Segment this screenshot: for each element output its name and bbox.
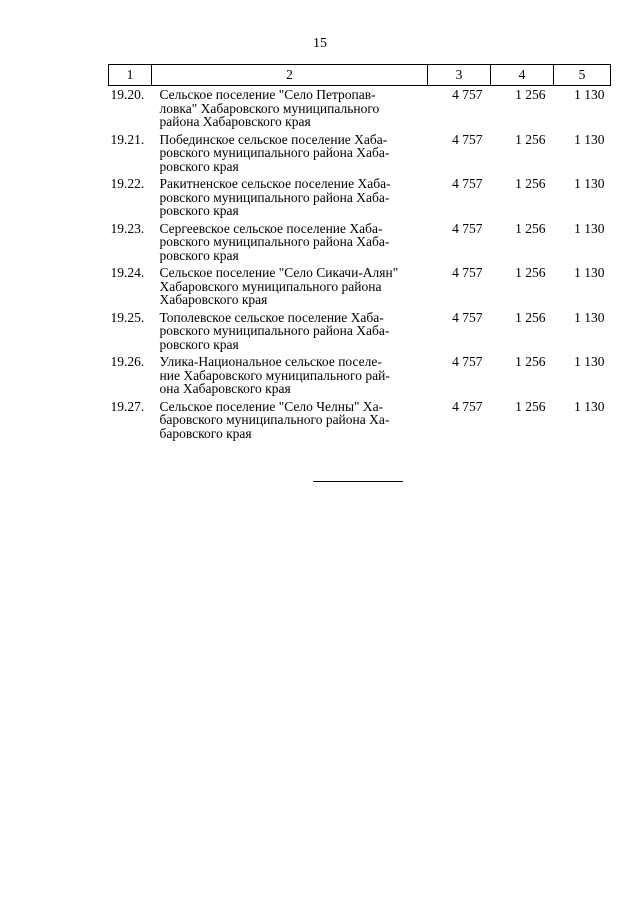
value-col-3: 4 757 [452,176,483,191]
settlement-name [152,311,428,356]
settlement-name-line: ровского муниципального района Хаба- [159,323,390,338]
table-row [109,400,611,445]
settlement-name [152,355,428,400]
header-col-2: 2 [152,65,428,86]
table-row [109,86,611,133]
settlement-name [152,266,428,311]
settlement-name-line: ние Хабаровского муниципального рай- [159,367,390,383]
header-col-4: 4 [491,65,554,86]
settlement-name-line: ровского муниципального района Хаба- [159,234,390,249]
settlement-name [152,133,428,178]
row-number: 19.26. [110,354,145,369]
settlement-name-line: баровского края [159,425,252,441]
settlement-name-line: Ракитненское сельское поселение Хаба- [159,176,391,191]
value-col-3: 4 757 [452,354,483,369]
settlement-name [152,222,428,267]
header-col-5: 5 [554,65,611,86]
value-col-4: 1 256 [515,131,546,147]
settlement-name-line: Хабаровского края [159,292,268,307]
end-of-table-rule [313,481,403,482]
settlement-name-line: ровского края [159,247,239,263]
header-col-3: 3 [428,65,491,86]
table-body [109,86,611,445]
settlement-name-line: ровского муниципального района Хаба- [159,145,390,160]
settlement-name-line: Побединское сельское поселение Хаба- [159,131,388,147]
value-col-5: 1 130 [574,87,605,102]
value-col-4: 1 256 [515,176,546,191]
settlement-name-line: Сергеевское сельское поселение Хаба- [159,220,383,236]
row-number: 19.25. [110,309,145,325]
settlement-name-line: Улика-Национальное сельское поселе- [159,354,382,369]
value-col-5: 1 130 [574,309,605,325]
value-col-3: 4 757 [452,265,483,280]
value-col-5: 1 130 [574,398,605,414]
page-number: 15 [313,36,327,51]
row-number: 19.20. [110,87,145,102]
row-number: 19.27. [110,398,145,414]
table-row [109,266,611,311]
row-number: 19.22. [110,176,145,191]
row-number: 19.23. [110,220,145,236]
settlement-name-line: ровского муниципального района Хаба- [159,189,390,205]
value-col-4: 1 256 [515,220,546,236]
settlement-name-line: Сельское поселение "Село Сикачи-Алян" [159,265,399,280]
value-col-4: 1 256 [515,354,546,369]
value-col-5: 1 130 [574,354,605,369]
settlement-name-line: района Хабаровского края [159,114,311,129]
value-col-5: 1 130 [574,265,605,280]
settlement-name-line: ровского края [159,158,239,174]
table-row [109,355,611,400]
settlement-name-line: Сельское поселение "Село Челны" Ха- [159,398,384,414]
settlement-name-line: Сельское поселение "Село Петропав- [159,87,376,102]
settlement-name [152,86,428,133]
settlement-name-line: ровского края [159,336,239,352]
value-col-4: 1 256 [515,398,546,414]
value-col-5: 1 130 [574,131,605,147]
value-col-3: 4 757 [452,398,483,414]
value-col-3: 4 757 [452,87,483,102]
settlement-name [152,177,428,222]
header-row [109,65,611,86]
value-col-4: 1 256 [515,87,546,102]
settlement-name-line: Хабаровского муниципального района [159,278,382,294]
value-col-5: 1 130 [574,220,605,236]
value-col-3: 4 757 [452,309,483,325]
table-row [109,133,611,178]
value-col-5: 1 130 [574,176,605,191]
settlement-name [152,400,428,445]
settlement-name-line: ровского края [159,203,239,218]
table-row [109,177,611,222]
settlement-name-line: баровского муниципального района Ха- [159,412,390,427]
row-number: 19.24. [110,265,145,280]
value-col-4: 1 256 [515,309,546,325]
settlement-name-line: Тополевское сельское поселение Хаба- [159,309,384,325]
settlement-name-line: она Хабаровского края [159,381,291,396]
table-row [109,222,611,267]
table-header [109,65,611,86]
value-col-4: 1 256 [515,265,546,280]
table-row [109,311,611,356]
value-col-3: 4 757 [452,131,483,147]
allocation-table [108,64,611,444]
value-col-3: 4 757 [452,220,483,236]
row-number: 19.21. [110,131,145,147]
header-col-1: 1 [109,65,152,86]
settlement-name-line: ловка" Хабаровского муниципального [159,100,380,116]
